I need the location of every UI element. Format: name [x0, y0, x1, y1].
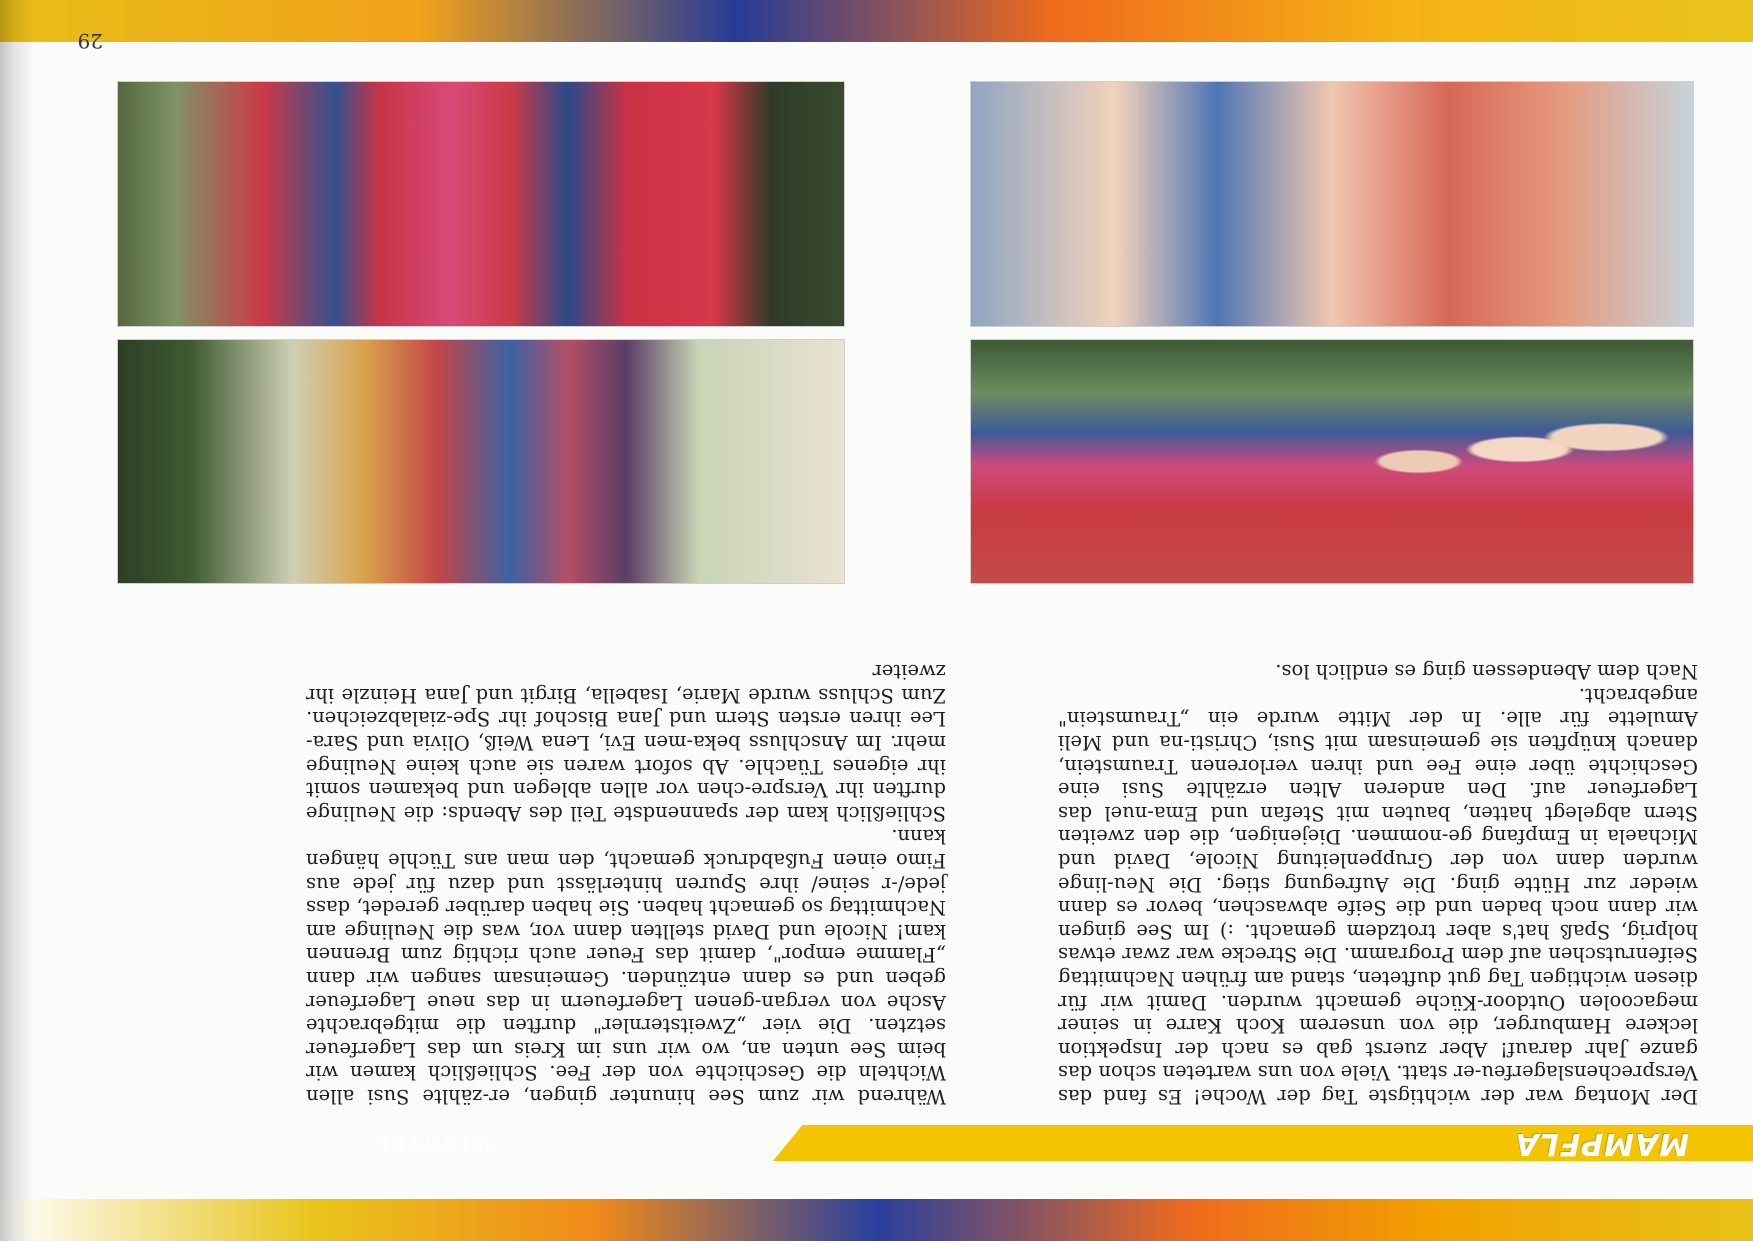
- paragraph: Schließlich kam der spannendste Teil des Abends: die Neulinge durften ihr Verspre-chen vor allen ablegen und bekamen somit ihr eigenes Tüachle. Ab sofort waren sie auch keine Neulinge mehr. Im Anschluss beka-men Evi, Lena Weiß, Olivia und Sara-Lee ihren ersten Stern und Jana Bischof ihr Spe-zialabzeichen. Zum Schluss wurde Marie, Isabella, Birgit und Jana Heinzle ihr zweiter: [306, 660, 946, 825]
- photo-group-uniforms: [118, 82, 844, 326]
- photo-girls-swimwear: [971, 340, 1693, 583]
- page-binding-shadow: [0, 0, 34, 1241]
- bottom-color-band: [0, 0, 1753, 42]
- section-title: WICHTEL: [372, 1132, 491, 1154]
- page-number: 29: [77, 29, 103, 53]
- paragraph: Nach dem Abendessen ging es endlich los.: [1275, 660, 1698, 684]
- photo-group-meal: [971, 82, 1693, 326]
- brand-logo: MAMPFLA: [1514, 1126, 1689, 1161]
- photo-group-banner: [118, 340, 844, 583]
- paragraph: Der Montag war der wichtigste Tag der Woche! Es fand das Versprechenslagerfeu-er statt. Viele von uns warteten schon das ganze Jahr darauf! Aber zuerst gab es nach der Inspektion leckere Hamburger, die von unserem Koch Karre in seiner megacoolen Outdoor-Küche gemacht wurden. Damit wir für diesen wichtigen Tag gut dufteten, stand am frühen Nachmittag Seifenrutschen auf dem Programm. Die Strecke war zwar etwas holprig, Spaß hat's aber trotzdem gemacht. :) Im See gingen wir dann noch baden und die Seife abwaschen, bevor es dann wieder zur Hütte ging. Die Aufregung stieg. Die Neu-linge wurden dann von der Gruppenleitung Nicole, David und Michaela in Empfang ge-nommen. Diejenigen, die den zweiten Stern abgelegt hatten, bauten mit Stefan und Ema-nuel das Lagerfeuer auf. Den anderen Alten erzählte Susi eine Geschichte über eine Fee und ihren verlorenen Traumstein, danach knüpften sie gemeinsam mit Susi, Christi-na und Meli Amulette für alle. In der Mitte wurde ein „Traumstein" angebracht.: [1058, 683, 1698, 1108]
- paragraph: Während wir zum See hinunter gingen, er-zählte Susi allen Wichteln die Geschichte von der Fee. Schließlich kamen wir beim See unten an, wo wir uns im Kreis um das Lagerfeuer setzten. Die vier „Zweitsternler" durften die mitgebrachte Asche von vergan-genen Lagerfeuern in das neue Lagerfeuer geben und es dann entzünden. Gemeinsam sangen wir dann „Flamme empor", damit das Feuer auch richtig zum Brennen kam! Nicole und David stellten dann vor, was die Neulinge am Nachmittag so gemacht haben. Sie haben darüber geredet, dass jede/-r seine/ ihre Spuren hinterlässt und dazu für jede aus Fimo einen Fußabdruck gemacht, den man ans Tüchle hängen kann.: [306, 825, 946, 1108]
- text-column-left: [1058, 660, 1698, 1108]
- text-column-right: [306, 660, 946, 1108]
- top-color-band: [0, 1199, 1753, 1241]
